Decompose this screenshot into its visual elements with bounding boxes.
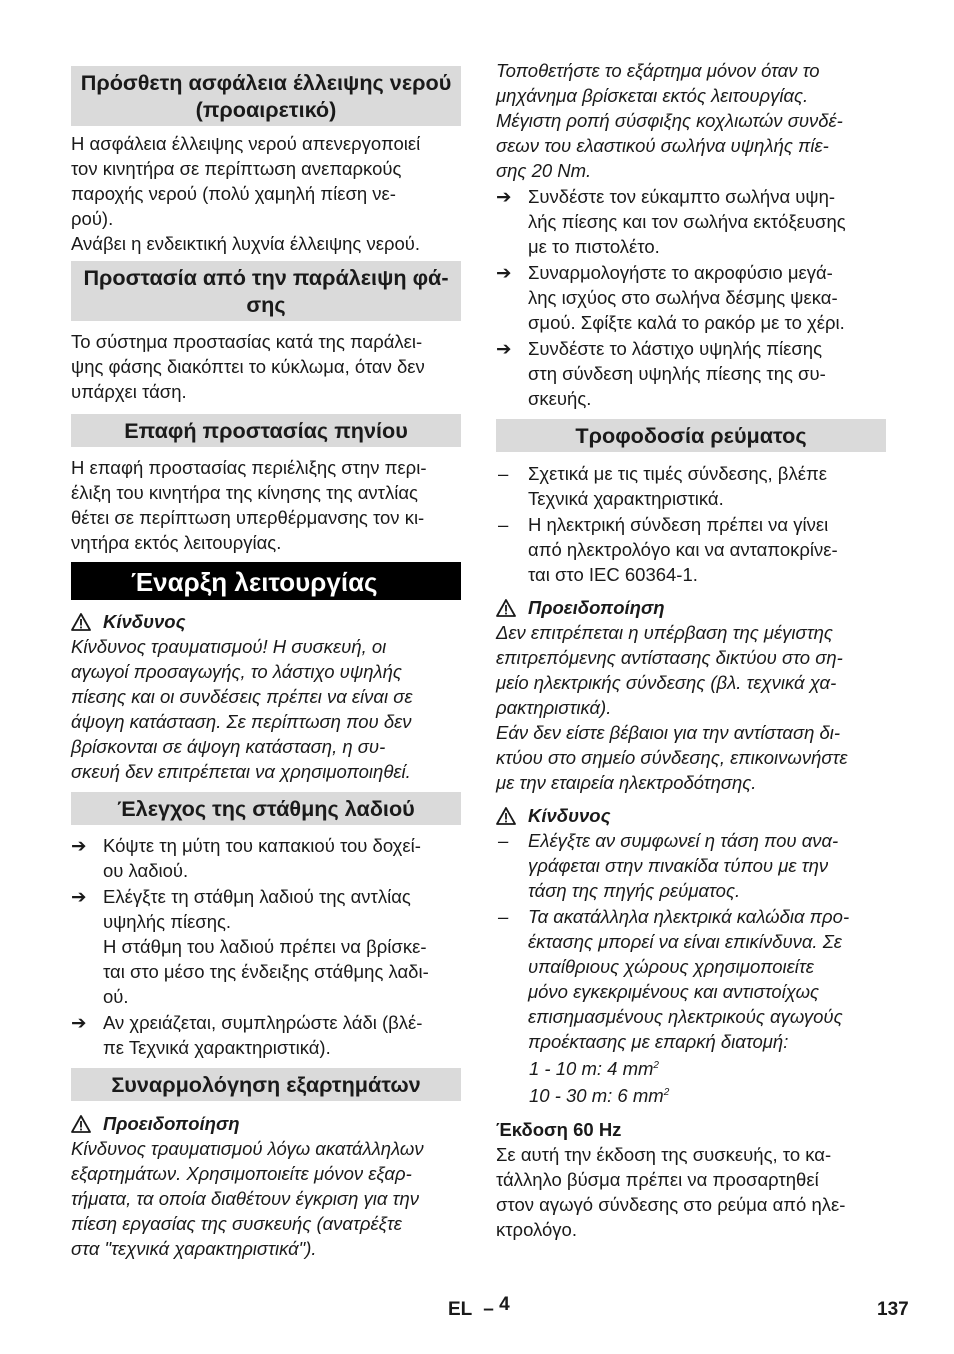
text-line: Κίνδυνος τραυματισμού λόγω ακατάλληλων	[71, 1138, 424, 1159]
text-line: από ηλεκτρολόγο και να ανταποκρίνε-	[528, 539, 838, 560]
text-line: άψογη κατάσταση. Σε περίπτωση που δεν	[71, 711, 412, 732]
text-line: ψης φάσης διακόπτει το κύκλωμα, όταν δεν	[71, 356, 425, 377]
text-line: Ανάβει η ενδεικτική λυχνία έλλειψης νερού.	[71, 233, 421, 254]
text-line: Σε αυτή την έκδοση της συσκευής, το κα-	[496, 1144, 832, 1165]
text-line: προέκτασης με επαρκή διατομή:	[528, 1031, 789, 1052]
text-line: (προαιρετικό)	[195, 97, 337, 122]
right-column	[496, 58, 886, 1242]
text-line: κτρολόγο.	[496, 1219, 577, 1240]
step-item	[496, 184, 886, 259]
cable-spec-1: 1 - 10 m: 4 $mm^2$	[529, 1058, 659, 1079]
text-line: παροχής νερού (πολύ χαμηλή πίεση νε-	[71, 183, 396, 204]
impedance-warning-text	[496, 620, 886, 795]
text-line: ται στο μέσο της ένδειξης στάθμης λαδι-	[103, 961, 429, 982]
warning-triangle-icon	[496, 807, 516, 825]
list-item	[496, 904, 886, 1054]
text-line: Αν χρειάζεται, συμπληρώστε λάδι (βλέ-	[103, 1012, 423, 1033]
text-line: Τεχνικά χαρακτηριστικά.	[528, 488, 724, 509]
text-line: Η επαφή προστασίας περιέλιξης στην περι-	[71, 457, 427, 478]
coil-contact-text	[71, 455, 461, 555]
heading-coil-contact: Επαφή προστασίας πηνίου	[71, 414, 461, 447]
section-title-startup: Έναρξη λειτουργίας	[71, 562, 461, 600]
text-line: εξαρτημάτων. Χρησιμοποιείτε μόνον εξαρ-	[71, 1163, 412, 1184]
dash-marker: –	[498, 906, 509, 927]
text-line: Η ηλεκτρική σύνδεση πρέπει να γίνει	[528, 514, 829, 535]
text-line: Κόψτε τη μύτη του καπακιού του δοχεί-	[103, 835, 421, 856]
text-line: Τοποθετήστε το εξάρτημα μόνον όταν το	[496, 60, 820, 81]
text-line: υψηλής πίεσης.	[103, 911, 232, 932]
text-line: γράφεται στην πινακίδα τύπου με την	[528, 855, 829, 876]
text-line: με το πιστολέτο.	[528, 236, 660, 257]
text-line: στα "τεχνικά χαρακτηριστικά").	[71, 1238, 317, 1259]
footer-chapter: 4	[499, 1294, 510, 1315]
text-line: λης ισχύος στο σωλήνα δέσμης ψεκα-	[528, 287, 838, 308]
text-line: σκευής.	[528, 388, 592, 409]
text-line: υπάρχει τάση.	[71, 381, 187, 402]
text-line: υπαίθριους χώρους χρησιμοποιείτε	[528, 956, 814, 977]
mounting-note	[496, 58, 886, 183]
heading-phase-protection	[71, 261, 461, 321]
text-line: Κίνδυνος τραυματισμού! Η συσκευή, οι	[71, 636, 387, 657]
text-line: στη σύνδεση υψηλής πίεσης της συ-	[528, 363, 826, 384]
accessories-warning-text	[71, 1136, 461, 1261]
step-item	[496, 260, 886, 335]
cable-spec-2: 10 - 30 m: 6 $mm^2$	[529, 1085, 670, 1106]
text-line: Τα ακατάλληλα ηλεκτρικά καλώδια προ-	[528, 906, 850, 927]
text-line: επιτρεπόμενης αντίστασης δικτύου στο ση-	[496, 647, 843, 668]
warning-triangle-icon	[71, 613, 91, 631]
text-line: ται στο IEC 60364-1.	[528, 564, 698, 585]
water-protection-text	[71, 131, 461, 256]
text-line: βρίσκονται σε άψογη κατάσταση, η συ-	[71, 736, 386, 757]
text-line: Εάν δεν είστε βέβαιοι για την αντίσταση δι-	[496, 722, 841, 743]
arrow-icon: ➔	[496, 338, 512, 359]
warning-label-text: Προειδοποίηση	[528, 597, 665, 618]
step-item	[71, 1010, 461, 1060]
heading-water-protection	[71, 66, 461, 126]
warning-triangle-icon	[496, 599, 516, 617]
text-line: με την εταιρεία ηλεκτροδότησης.	[496, 772, 757, 793]
step-item	[496, 336, 886, 411]
arrow-icon: ➔	[496, 262, 512, 283]
oil-steps	[71, 833, 461, 1060]
footer-lang	[448, 1294, 510, 1322]
footer-lang-code: EL	[448, 1299, 472, 1320]
text-line: πίεσης και οι συνδέσεις πρέπει να είναι σε	[71, 686, 413, 707]
warning-label-text: Προειδοποίηση	[103, 1113, 240, 1134]
text-line: σεων του ελαστικού σωλήνα υψηλής πίε-	[496, 135, 829, 156]
text-line: σκευή δεν επιτρέπεται να χρησιμοποιηθεί.	[71, 761, 411, 782]
power-supply-list	[496, 461, 886, 587]
left-column	[71, 58, 461, 1261]
subheading-60hz: Έκδοση 60 Hz	[496, 1119, 622, 1140]
text-line: ρού).	[71, 208, 114, 229]
mounting-steps	[496, 184, 886, 411]
list-item	[496, 461, 886, 511]
text-line: Δεν επιτρέπεται η υπέρβαση της μέγιστης	[496, 622, 833, 643]
page-number: 137	[877, 1299, 909, 1320]
text-line: Μέγιστη ροπή σύσφιξης κοχλιωτών συνδέ-	[496, 110, 843, 131]
text-line: σμού. Σφίξτε καλά το ρακόρ με το χέρι.	[528, 312, 845, 333]
danger-label-text: Κίνδυνος	[103, 611, 186, 632]
arrow-icon: ➔	[71, 835, 87, 856]
text-line: Ελέγξτε τη στάθμη λαδιού της αντλίας	[103, 886, 411, 907]
text-line: μηχάνημα βρίσκεται εκτός λειτουργίας.	[496, 85, 809, 106]
danger-list	[496, 828, 886, 1054]
text-line: Ελέγξτε αν συμφωνεί η τάση που ανα-	[528, 830, 839, 851]
text-line: Προστασία από την παράλειψη φά-	[83, 265, 449, 290]
text-line: σης 20 Nm.	[496, 160, 592, 181]
danger-label	[496, 803, 886, 828]
text-line: Συναρμολογήστε το ακροφύσιο μεγά-	[528, 262, 833, 283]
text-line: τάλληλο βύσμα πρέπει να προσαρτηθεί	[496, 1169, 819, 1190]
danger-label	[71, 609, 461, 634]
text-line: Η ασφάλεια έλλειψης νερού απενεργοποιεί	[71, 133, 421, 154]
warning-label	[71, 1111, 461, 1136]
step-item	[71, 833, 461, 883]
phase-protection-text	[71, 329, 461, 404]
list-item	[496, 512, 886, 587]
warning-triangle-icon	[71, 1115, 91, 1133]
text-line: τήματα, τα οποία διαθέτουν έγκριση για την	[71, 1188, 419, 1209]
heading-power-supply: Τροφοδοσία ρεύματος	[496, 419, 886, 452]
text-line: ού.	[103, 986, 129, 1007]
text-line: πε Τεχνικά χαρακτηριστικά).	[103, 1037, 331, 1058]
text-line: έλιξη του κινητήρα της κίνησης της αντλίας	[71, 482, 418, 503]
text-line: νητήρα εκτός λειτουργίας.	[71, 532, 282, 553]
text-line: Συνδέστε το λάστιχο υψηλής πίεσης	[528, 338, 823, 359]
text-line: πίεση εργασίας της συσκευής (ανατρέξτε	[71, 1213, 402, 1234]
text-line: αγωγοί προσαγωγής, το λάστιχο υψηλής	[71, 661, 402, 682]
dash-marker: –	[498, 463, 509, 484]
danger-label-text: Κίνδυνος	[528, 805, 611, 826]
warning-label	[496, 595, 886, 620]
footer-dash: –	[483, 1299, 494, 1320]
dash-marker: –	[498, 514, 509, 535]
text-line: μόνο εγκεκριμένους και αντιστοίχως	[528, 981, 819, 1002]
text-line: Συνδέστε τον εύκαμπτο σωλήνα υψη-	[528, 186, 836, 207]
text-line: Η στάθμη του λαδιού πρέπει να βρίσκε-	[103, 936, 427, 957]
arrow-icon: ➔	[71, 1012, 87, 1033]
heading-accessories: Συναρμολόγηση εξαρτημάτων	[71, 1068, 461, 1101]
text-line: ου λαδιού.	[103, 860, 189, 881]
heading-oil-level: Έλεγχος της στάθμης λαδιού	[71, 792, 461, 825]
text-line: σης	[246, 292, 286, 317]
dash-marker: –	[498, 830, 509, 851]
text-line: Το σύστημα προστασίας κατά της παράλει-	[71, 331, 423, 352]
text-line: μείο ηλεκτρικής σύνδεσης (βλ. τεχνικά χα-	[496, 672, 837, 693]
step-item	[71, 884, 461, 1009]
list-item	[496, 828, 886, 903]
text-line: τάση της πηγής ρεύματος.	[528, 880, 741, 901]
text-line: έκτασης μπορεί να είναι επικίνδυνα. Σε	[528, 931, 842, 952]
arrow-icon: ➔	[496, 186, 512, 207]
text-line: στον αγωγό σύνδεσης στο ρεύμα από ηλε-	[496, 1194, 846, 1215]
60hz-text	[496, 1142, 886, 1242]
text-line: θέτει σε περίπτωση υπερθέρμανσης τον κι-	[71, 507, 425, 528]
text-line: Σχετικά με τις τιμές σύνδεσης, βλέπε	[528, 463, 827, 484]
arrow-icon: ➔	[71, 886, 87, 907]
text-line: Πρόσθετη ασφάλεια έλλειψης νερού	[80, 70, 452, 95]
text-line: ρακτηριστικά).	[496, 697, 612, 718]
text-line: κτύου στο σημείο σύνδεσης, επικοινωνήστε	[496, 747, 848, 768]
text-line: επισημασμένους ηλεκτρικούς αγωγούς	[528, 1006, 843, 1027]
danger-text	[71, 634, 461, 784]
text-line: λής πίεσης και τον σωλήνα εκτόξευσης	[528, 211, 846, 232]
text-line: τον κινητήρα σε περίπτωση ανεπαρκούς	[71, 158, 402, 179]
